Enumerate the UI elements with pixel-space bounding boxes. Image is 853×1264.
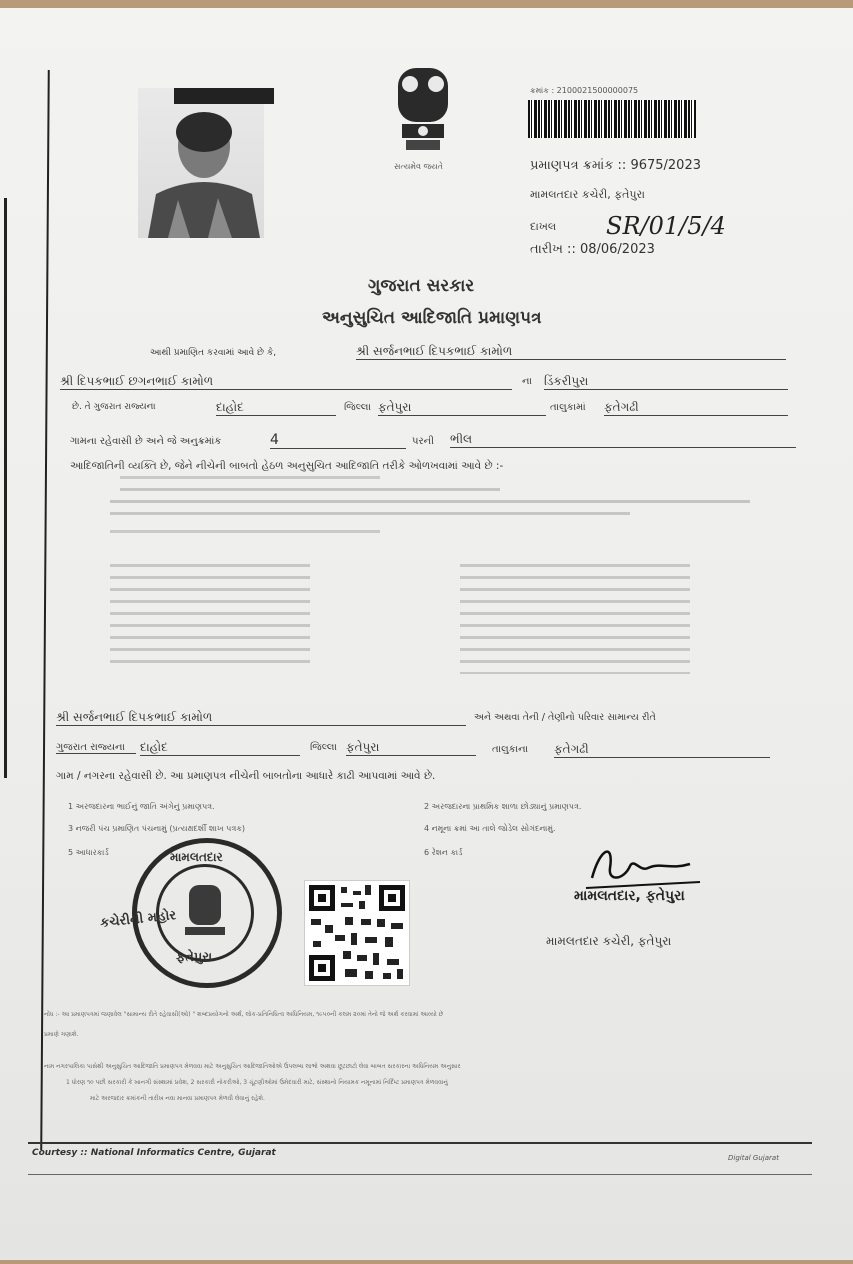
- note-line: નામ નગરપાલિકા પાસેથી અનુસુચિત આદિજાતિ પ્રમાણપત્ર મેળવવા માટે અનુસુચિત આદિજાતિઓએ ઉપલબ્ધ લાભો અથવા છૂટછાટો લેવા બાબત સરકારના અધિનિયમ અનુસાર: [44, 1063, 461, 1070]
- inward-number-handwritten: SR/01/5/4: [606, 212, 726, 240]
- document-item: 5 આધારકાર્ડ: [68, 848, 109, 857]
- resident-text: ગામના રહેવાસી છે અને જે અનુક્રમાંક: [70, 436, 222, 447]
- issuing-office: મામલતદાર કચેરી, ફતેપુરા: [530, 188, 645, 201]
- jilla-label: જિલ્લા: [344, 402, 371, 413]
- footer-bar: [28, 1142, 812, 1175]
- government-title: ગુજરાત સરકાર: [368, 276, 475, 296]
- note-line: માટે અરજદાર ક્રમાંકની તારીખ નવા માનવા પ્રમાણપત્ર મેળવી લેવાનું રહેશે.: [90, 1095, 265, 1102]
- signatory-designation: મામલતદાર, ફતેપુરા: [574, 888, 685, 904]
- legal-references-block: [110, 476, 770, 556]
- qr-code-icon: [305, 881, 409, 985]
- district-name: દાહોદ: [216, 400, 336, 416]
- document-item: 2 અરજદારના પ્રાથમિક શાળા છોડ્યાનું પ્રમાણપત્ર.: [424, 802, 582, 811]
- serial-number: 4: [270, 432, 406, 449]
- taluka-label: તાલુકામાં: [550, 402, 586, 413]
- jilla-name: ફતેપુરા: [378, 400, 546, 416]
- applicant-photo: [138, 88, 264, 238]
- note-line: નોંધ :- આ પ્રમાણપત્રમાં જણાવેલ "સામાન્ય રીતે રહેવાસી(ઓ) " શબ્દપ્રયોગનો અર્થ, લોક-પ્રતિનિધિત્વ અધિનિયમ, ૧૯૫૦ની કલમ ૨૦માં તેનો જે અર્થ કરવામાં આવ્યો છે: [44, 1011, 444, 1018]
- village-name: ડિંકરીપુરા: [544, 374, 788, 390]
- scan-edge-line: [40, 70, 50, 1150]
- tribe-text: આદિજાતિની વ્યક્તિ છે, જેને નીચેની બાબતો હેઠળ અનુસુચિત આદિજાતિ તરીકે ઓળખવામાં આવે છે :-: [70, 460, 504, 472]
- taluka-value-repeat: ફતેગઢી: [554, 742, 770, 758]
- qr-code: [304, 880, 410, 986]
- taluka-value: ફતેગઢી: [604, 400, 788, 416]
- seal-top-text: મામલતદાર: [170, 850, 223, 864]
- seal-left-text: કચેરીની મહોર: [99, 908, 177, 931]
- certificate-title: અનુસુચિત આદિજાતિ પ્રમાણપત્ર: [322, 308, 542, 328]
- inward-label: દાખલ: [530, 220, 557, 233]
- certificate-number: પ્રમાણપત્ર ક્રમાંક :: 9675/2023: [530, 158, 701, 173]
- barcode-label: ક્રમાંક : 2100021500000075: [530, 86, 639, 95]
- certificate-page: [0, 8, 853, 1260]
- note-line: 1 ધોરણ ૧૦ પછી સરકારી કે ખાનગી સંસ્થામાં પ્રવેશ, 2 સરકારી નોકરીઓ, 3 ચૂંટણીઓમાં ઉમેદવારી માટે, સંસ્થાનો નિયામક નમૂનામાં નિર્દિષ્ટ પ્રમાણપત્ર મેળવવાનું: [66, 1079, 448, 1086]
- document-item: 3 નજરી પંચ પ્રમાણિત પંચનામું (પ્રત્યક્ષદર્શી શાખ પત્રક): [68, 824, 246, 833]
- barcode: [528, 100, 696, 138]
- parni-label: પરની: [412, 436, 434, 447]
- family-text: અને અથવા તેની / તેણીનો પરિવાર સામાન્ય રીતે: [474, 712, 656, 723]
- national-emblem: [388, 62, 458, 172]
- legal-references-columns: [110, 564, 730, 684]
- na-label: ના: [522, 376, 532, 387]
- district-name-repeat: દાહોદ: [140, 740, 300, 756]
- jilla-name-repeat: ફતેપુરા: [346, 740, 476, 756]
- taluka-label-repeat: તાલુકાના: [492, 744, 529, 755]
- tribe-name: ભીલ: [450, 432, 796, 448]
- emblem-caption: સત્યમેવ જયતે: [394, 162, 443, 171]
- father-name: શ્રી દિપકભાઈ છગનભાઈ કામોળ: [60, 374, 512, 390]
- document-item: 4 નમૂના ક્રમાં આ તાલે જોડેલ સોગંદનામું.: [424, 824, 556, 833]
- applicant-name-repeat: શ્રી સર્જનભાઈ દિપકભાઈ કામોળ: [56, 710, 466, 726]
- signatory-office: મામલતદાર કચેરી, ફતેપુરા: [546, 934, 672, 948]
- courtesy-text: Courtesy :: National Informatics Centre, Gujarat: [32, 1148, 276, 1158]
- seal-bottom-text: ફતેપુરા: [176, 950, 213, 965]
- basis-text: ગામ / નગરના રહેવાસી છે. આ પ્રમાણપત્ર નીચેની બાબતોના આધારે કાઢી આપવામાં આવે છે.: [56, 770, 436, 782]
- certify-text: આથી પ્રમાણિત કરવામાં આવે છે કે,: [150, 348, 277, 358]
- issue-date: તારીખ :: 08/06/2023: [530, 242, 655, 257]
- jilla-label-repeat: જિલ્લા: [310, 742, 337, 753]
- note-line: પ્રમાણે ગણાશે.: [44, 1031, 79, 1038]
- digital-gujarat-text: Digital Gujarat: [728, 1154, 779, 1162]
- applicant-name: શ્રી સર્જનભાઈ દિપકભાઈ કામોળ: [356, 344, 786, 360]
- state-label-repeat: ગુજરાત રાજ્યના: [56, 742, 136, 754]
- ashoka-emblem-icon: [388, 62, 458, 158]
- scan-edge-line: [4, 198, 7, 778]
- state-label: છે. તે ગુજરાત રાજ્યના: [72, 402, 156, 412]
- document-item: 6 રેશન કાર્ડ: [424, 848, 463, 857]
- document-item: 1 અરજદારના ભાઈનું જાતિ અંગેનું પ્રમાણપત્ર.: [68, 802, 215, 811]
